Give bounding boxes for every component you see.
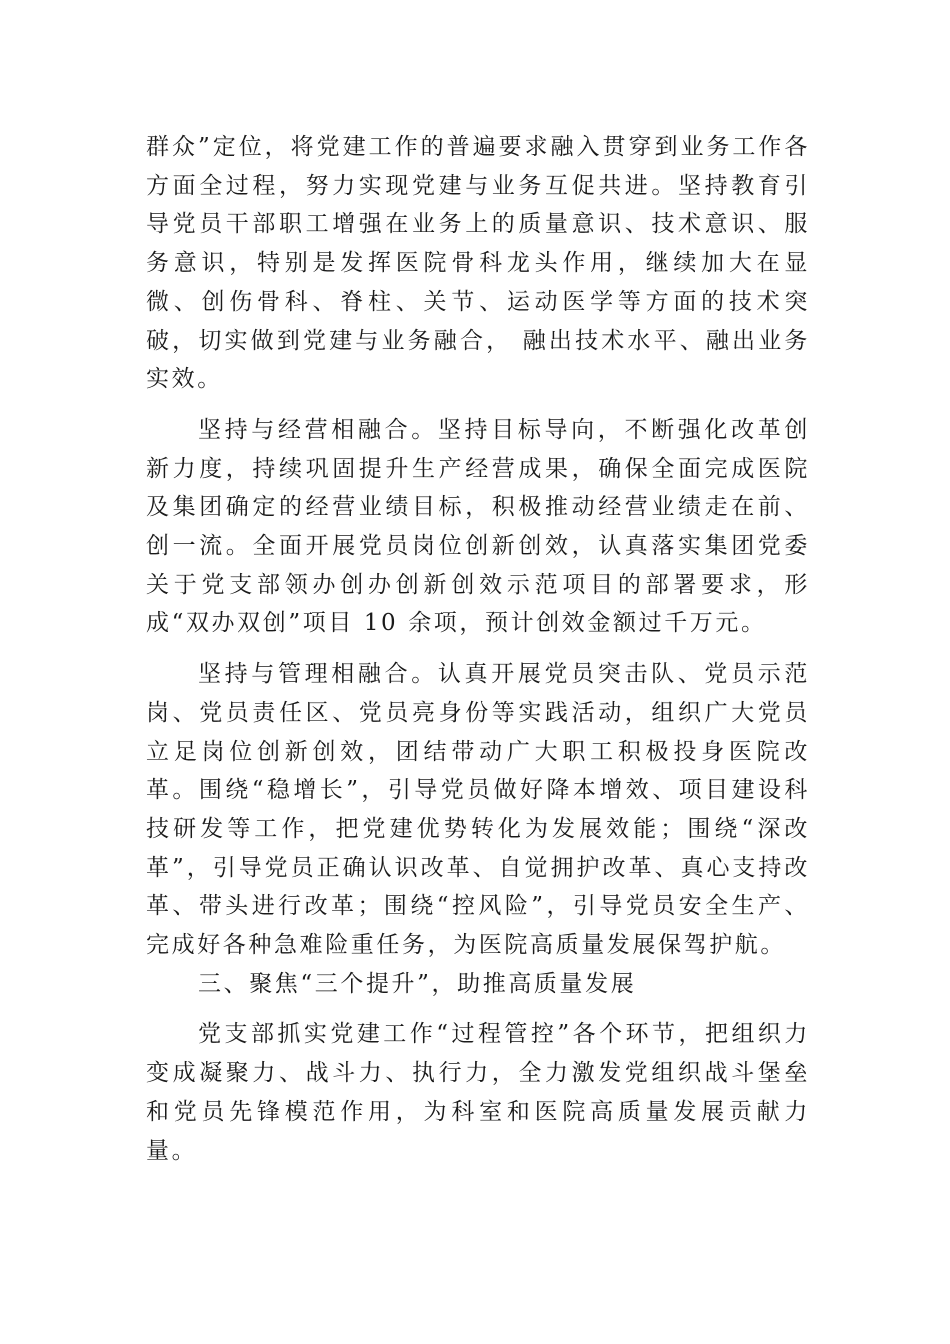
paragraph-section-body: 党支部抓实党建工作“过程管控”各个环节，把组织力变成凝聚力、战斗力、执行力，全力激发党组织战斗堡垒和党员先锋模范作用，为科室和医院高质量发展贡献力量。 (146, 1021, 810, 1164)
section-heading: 三、聚焦“三个提升”，助推高质量发展 (198, 970, 637, 997)
paragraph-continuation: 群众”定位，将党建工作的普遍要求融入贯穿到业务工作各方面全过程，努力实现党建与业务互促共进。坚持教育引导党员干部职工增强在业务上的质量意识、技术意识、服务意识，特别是发挥医院骨科龙头作用，继续加大在显微、创伤骨科、脊柱、关节、运动医学等方面的技术突破，切实做到党建与业务融合， 融出技术水平、融出业务实效。 (146, 134, 810, 393)
document-body (146, 128, 810, 1170)
paragraph-management: 坚持与管理相融合。认真开展党员突击队、党员示范岗、党员责任区、党员亮身份等实践活动，组织广大党员立足岗位创新创效，团结带动广大职工积极投身医院改革。围绕“稳增长”，引导党员做好降本增效、项目建设科技研发等工作，把党建优势转化为发展效能；围绕“深改革”，引导党员正确认识改革、自觉拥护改革、真心支持改革、带头进行改革；围绕“控风险”，引导党员安全生产、完成好各种急难险重任务，为医院高质量发展保驾护航。 (146, 661, 810, 959)
paragraph-operations: 坚持与经营相融合。坚持目标导向，不断强化改革创新力度，持续巩固提升生产经营成果，确保全面完成医院及集团确定的经营业绩目标，积极推动经营业绩走在前、创一流。全面开展党员岗位创新创效，认真落实集团党委关于党支部领办创办创新创效示范项目的部署要求，形成“双办双创”项目 10 余项，预计创效金额过千万元。 (146, 416, 810, 637)
